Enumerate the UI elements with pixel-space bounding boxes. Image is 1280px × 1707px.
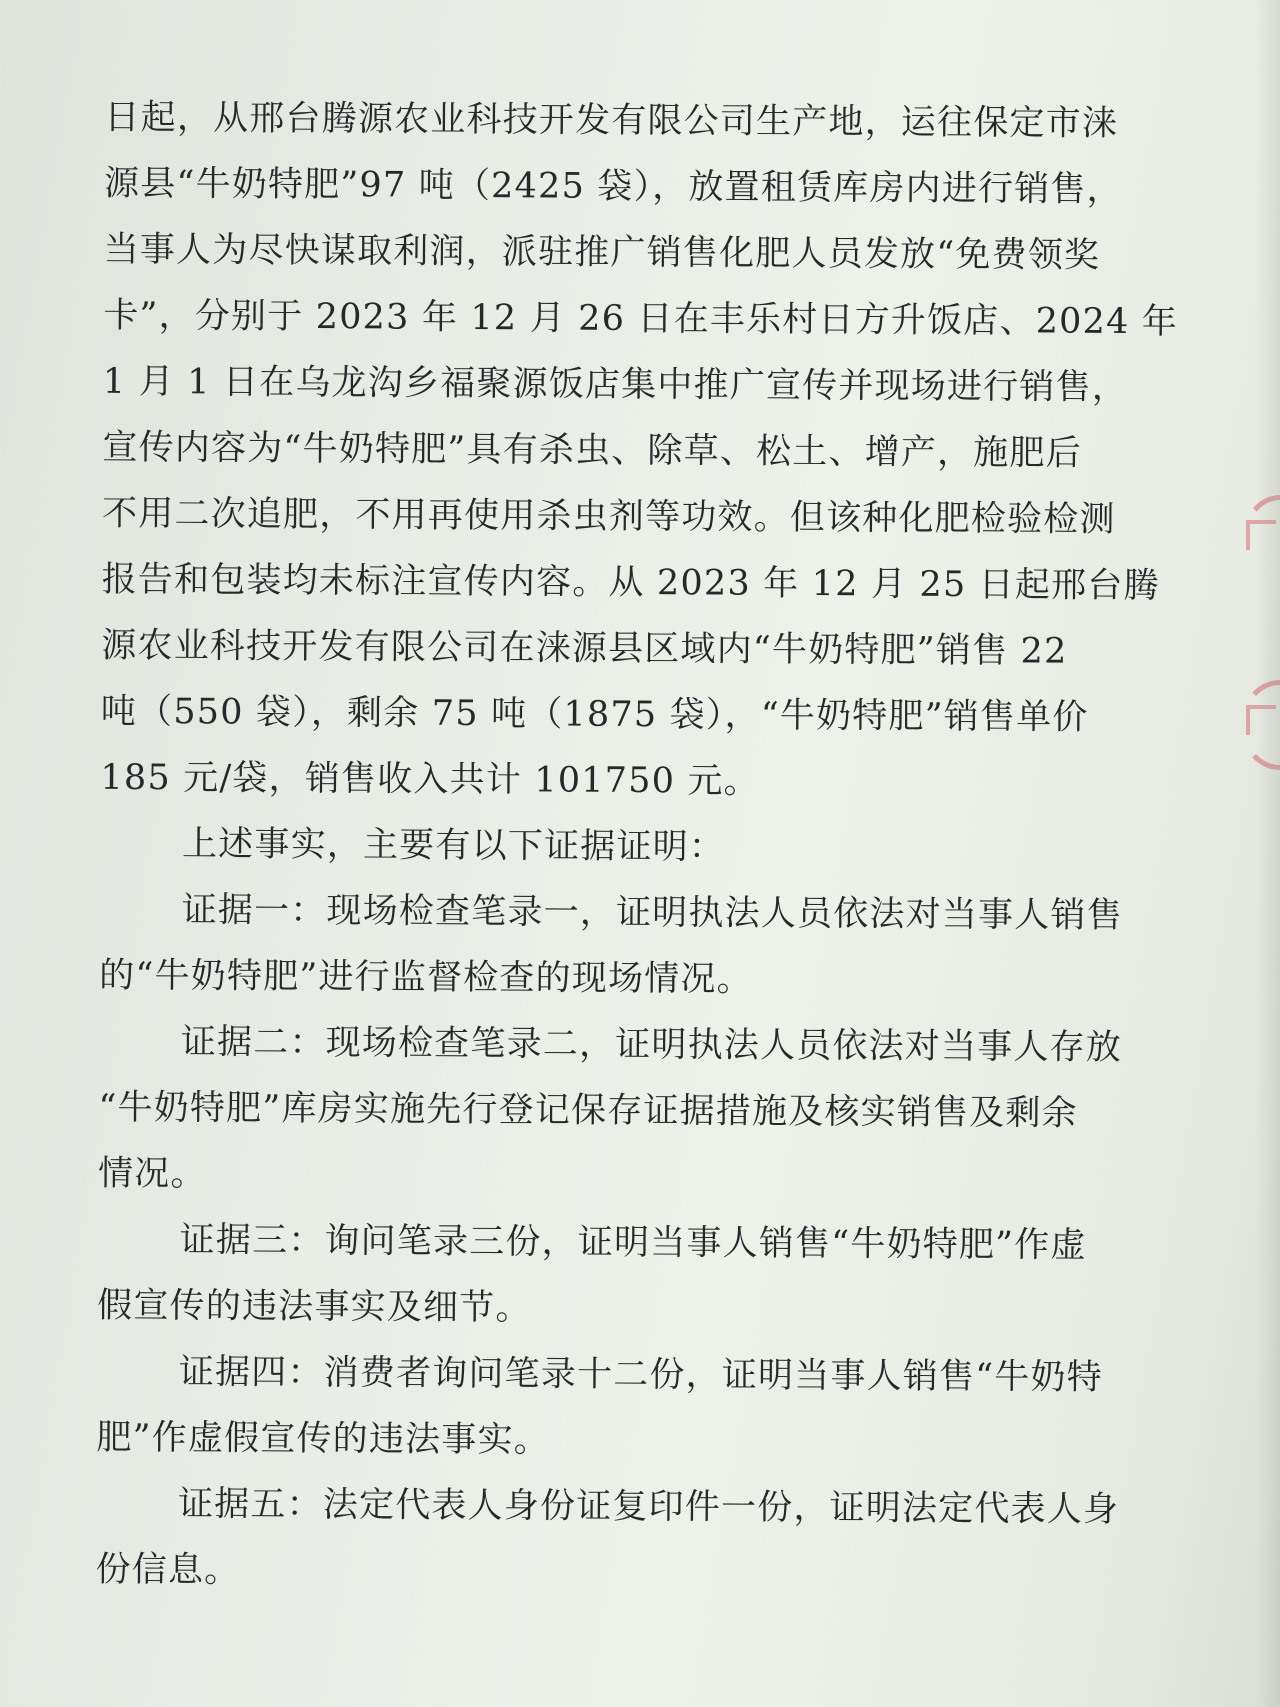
text-line-18: 证据三：询问笔录三份，证明当事人销售“牛奶特肥”作虚 [179,1220,1087,1266]
text-line-15: 证据二：现场检查笔录二，证明执法人员依法对当事人存放 [180,1022,1123,1068]
text-line-5: 1 月 1 日在乌龙沟乡福聚源饭店集中推广宣传并现场进行销售， [102,361,1129,408]
text-line-6: 宣传内容为“牛奶特肥”具有杀虫、除草、松土、增产，施肥后 [102,427,1082,474]
document-body [95,85,1179,1610]
text-line-21: 肥”作虚假宣传的违法事实。 [96,1417,551,1461]
text-line-2: 源县“牛奶特肥”97 吨（2425 袋），放置租赁库房内进行销售， [103,163,1123,210]
text-line-8: 报告和包装均未标注宣传内容。从 2023 年 12 月 25 日起邢台腾 [101,559,1160,607]
text-line-11: 185 元/袋，销售收入共计 101750 元。 [100,757,760,802]
text-line-1: 日起，从邢台腾源农业科技开发有限公司生产地，运往保定市涞 [104,97,1119,144]
text-line-14: 的“牛奶特肥”进行监督检查的现场情况。 [99,955,753,1000]
text-line-7: 不用二次追肥，不用再使用杀虫剂等功效。但该种化肥检验检测 [101,493,1116,540]
text-line-16: “牛奶特肥”库房实施先行登记保存证据措施及核实销售及剩余 [98,1087,1078,1134]
text-line-23: 份信息。 [95,1549,241,1591]
text-line-10: 吨（550 袋），剩余 75 吨（1875 袋），“牛奶特肥”销售单价 [100,691,1089,738]
text-line-9: 源农业科技开发有限公司在涞源县区域内“牛奶特肥”销售 22 [101,625,1068,672]
text-line-17: 情况。 [97,1153,207,1195]
page-edge-shadow [1256,0,1280,1707]
text-line-20: 证据四：消费者询问笔录十二份，证明当事人销售“牛奶特 [178,1352,1104,1398]
text-line-13: 证据一：现场检查笔录一，证明执法人员依法对当事人销售 [181,890,1123,936]
text-line-22: 证据五：法定代表人身份证复印件一份，证明法定代表人身 [177,1484,1120,1530]
text-line-12: 上述事实，主要有以下证据证明： [181,824,726,868]
text-line-3: 当事人为尽快谋取利润，派驻推广销售化肥人员发放“免费领奖 [103,229,1101,276]
text-line-4: 卡”，分别于 2023 年 12 月 26 日在丰乐村日方升饭店、2024 年 [103,295,1179,343]
text-line-19: 假宣传的违法事实及细节。 [97,1285,532,1329]
